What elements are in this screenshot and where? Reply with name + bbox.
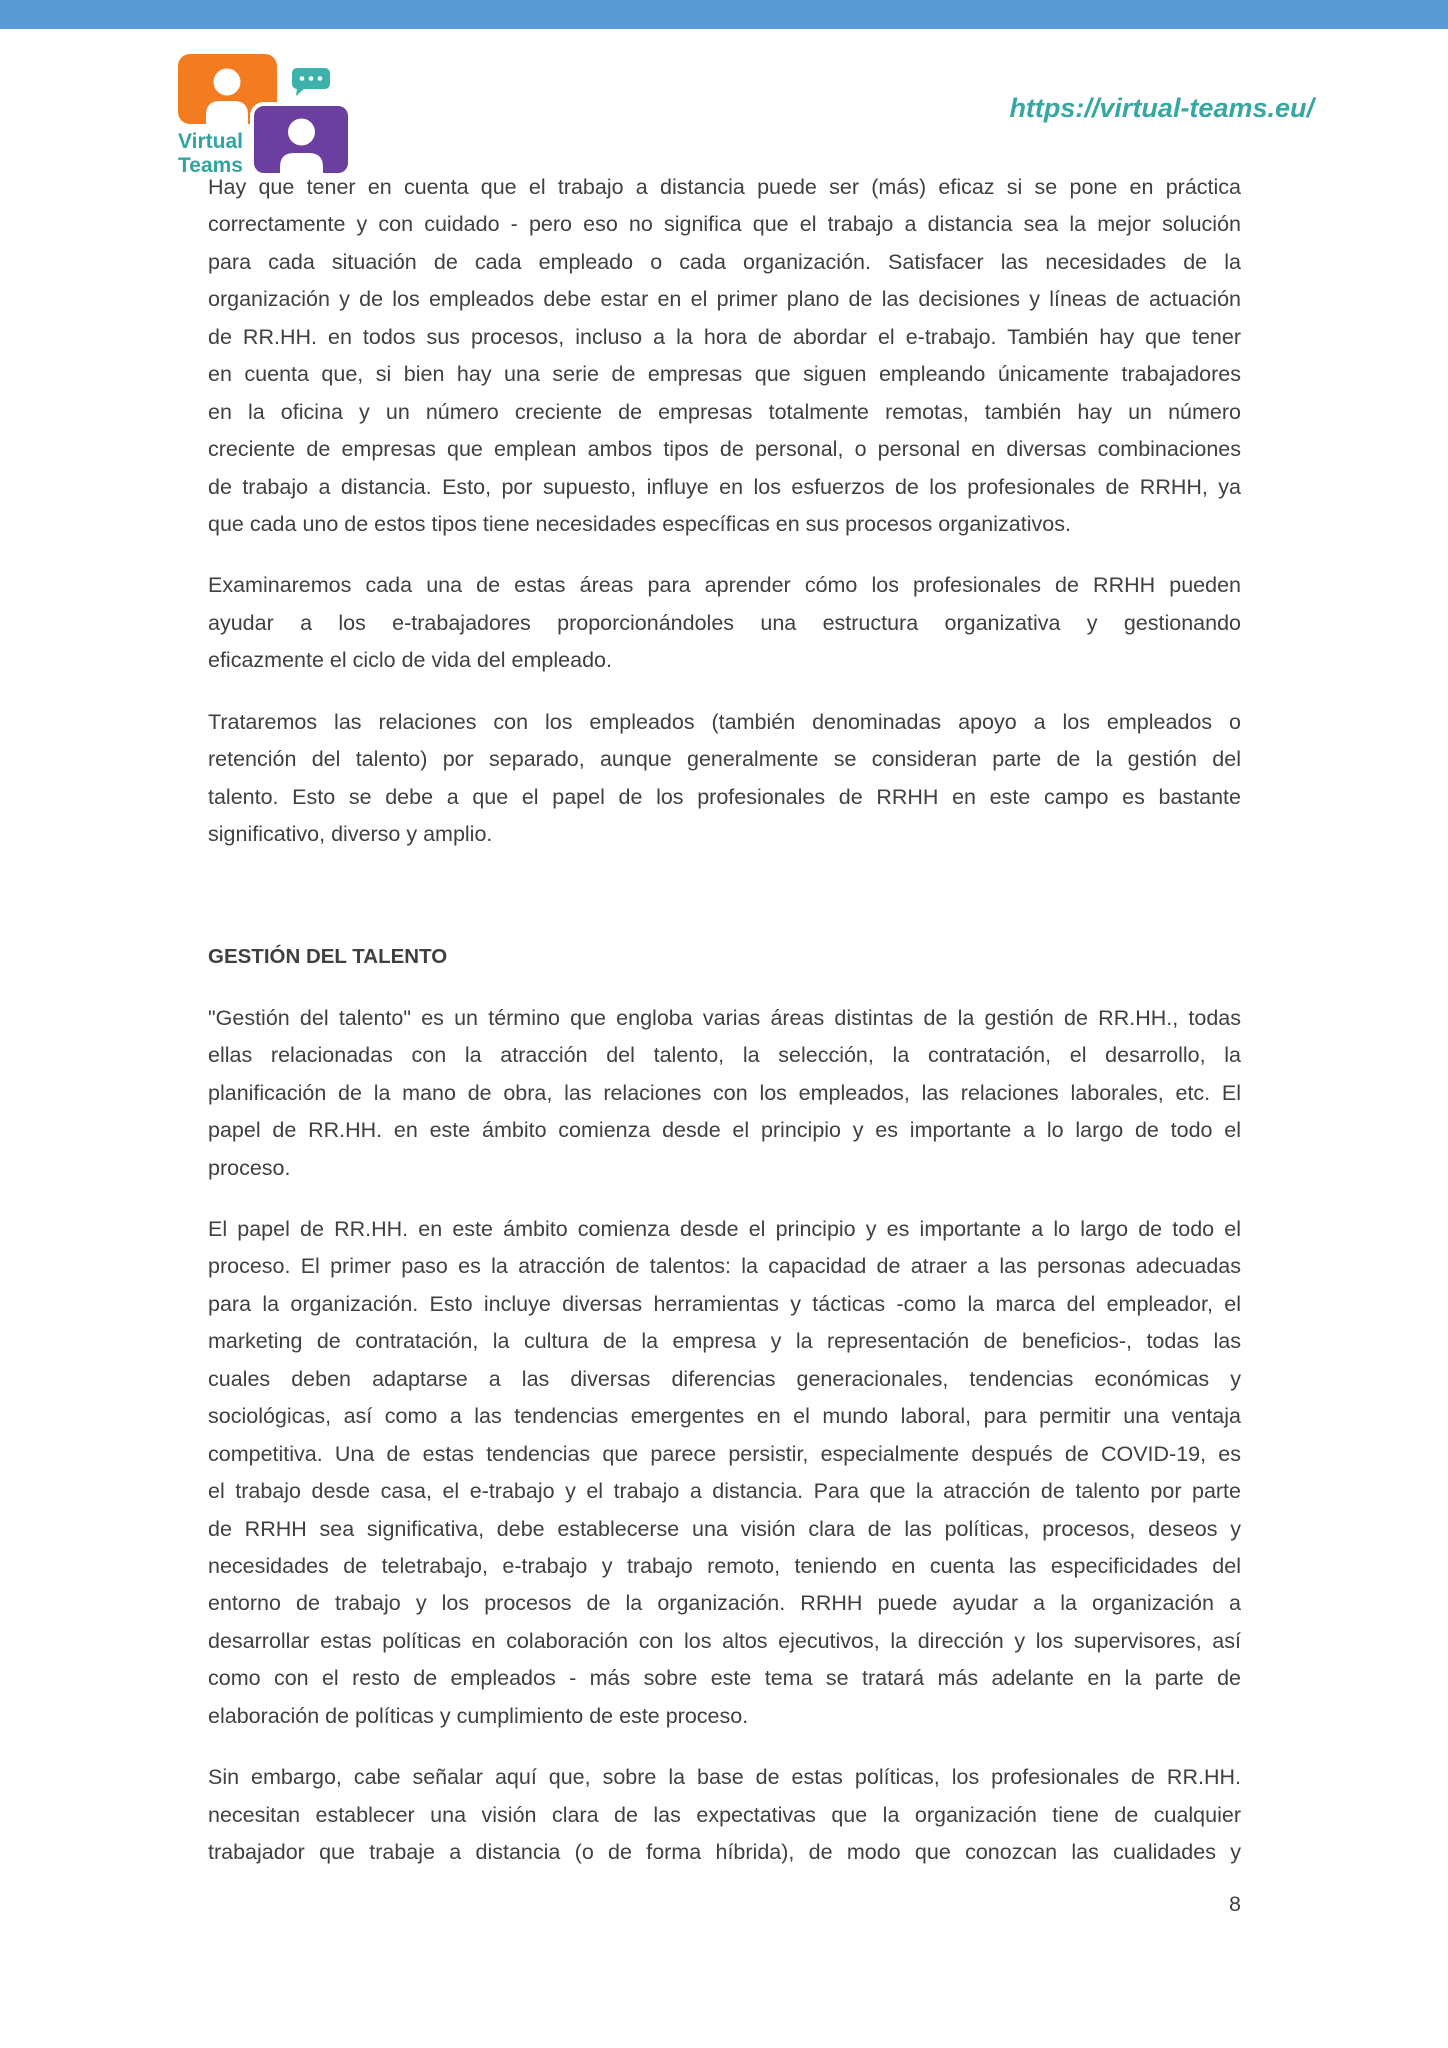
text-line: "Gestión del talento" es un término que engloba varias áreas distintas de la gestión de RR.HH., todas: [208, 1005, 1241, 1030]
person-icon: [252, 104, 350, 175]
page-number: 8: [1229, 1892, 1241, 1916]
text-line: desarrollar estas políticas en colaboración con los altos ejecutivos, la dirección y los supervisores, así: [208, 1628, 1241, 1653]
text-line: planificación de la mano de obra, las relaciones con los empleados, las relaciones laborales, etc. El: [208, 1080, 1241, 1105]
text-line: Sin embargo, cabe señalar aquí que, sobre la base de estas políticas, los profesionales de RR.HH.: [208, 1765, 1241, 1790]
section-heading: GESTIÓN DEL TALENTO: [208, 945, 448, 969]
text-line: organización y de los empleados debe estar en el primer plano de las decisiones y líneas de actuación: [208, 287, 1241, 312]
text-line: como con el resto de empleados - más sobre este tema se tratará más adelante en la parte de: [208, 1666, 1241, 1691]
paragraph: [208, 704, 1241, 854]
text-line: El papel de RR.HH. en este ámbito comienza desde el principio y es importante a lo largo de todo el: [208, 1217, 1241, 1242]
text-line: en cuenta que, si bien hay una serie de empresas que siguen empleando únicamente trabajadores: [208, 362, 1241, 387]
text-line: competitiva. Una de estas tendencias que parece persistir, especialmente después de COVID-19, es: [208, 1441, 1241, 1466]
chat-bubble-icon: [292, 68, 330, 96]
text-line: retención del talento) por separado, aunque generalmente se consideran parte de la gestión del: [208, 747, 1241, 772]
text-line: de trabajo a distancia. Esto, por supuesto, influye en los esfuerzos de los profesionales de RRHH, ya: [208, 474, 1241, 499]
paragraph: [208, 567, 1241, 679]
text-line: trabajador que trabaje a distancia (o de forma híbrida), de modo que conozcan las cualidades y: [208, 1840, 1241, 1865]
text-line: proceso.: [208, 1155, 291, 1180]
text-line: ayudar a los e-trabajadores proporcionándoles una estructura organizativa y gestionando: [208, 610, 1241, 635]
logo-name-line1: Virtual: [178, 130, 243, 153]
paragraph: [208, 1000, 1241, 1187]
text-line: en la oficina y un número creciente de empresas totalmente remotas, también hay un número: [208, 399, 1241, 424]
text-line: que cada uno de estos tipos tiene necesidades específicas en sus procesos organizativos.: [208, 511, 1071, 536]
text-line: papel de RR.HH. en este ámbito comienza desde el principio y es importante a lo largo de todo el: [208, 1118, 1241, 1143]
text-line: necesidades de teletrabajo, e-trabajo y trabajo remoto, teniendo en cuenta las especificidades del: [208, 1553, 1241, 1578]
text-line: correctamente y con cuidado - pero eso no significa que el trabajo a distancia sea la mejor solución: [208, 212, 1241, 237]
text-line: para cada situación de cada empleado o cada organización. Satisfacer las necesidades de la: [208, 249, 1241, 274]
text-line: proceso. El primer paso es la atracción de talentos: la capacidad de atraer a las personas adecuadas: [208, 1254, 1241, 1279]
text-line: el trabajo desde casa, el e-trabajo y el trabajo a distancia. Para que la atracción de talento por parte: [208, 1479, 1241, 1504]
text-line: Hay que tener en cuenta que el trabajo a distancia puede ser (más) eficaz si se pone en práctica: [208, 175, 1241, 199]
website-url-link[interactable]: https://virtual-teams.eu/: [1009, 93, 1314, 123]
text-line: para la organización. Esto incluye diversas herramientas y tácticas -como la marca del empleador, el: [208, 1291, 1241, 1316]
text-line: cuales deben adaptarse a las diversas diferencias generacionales, tendencias económicas y: [208, 1366, 1241, 1391]
text-line: Trataremos las relaciones con los empleados (también denominadas apoyo a los empleados o: [208, 709, 1241, 734]
text-line: de RR.HH. en todos sus procesos, incluso a la hora de abordar el e-trabajo. También hay que tener: [208, 324, 1241, 349]
text-line: de RRHH sea significativa, debe establecerse una visión clara de las políticas, procesos, deseos y: [208, 1516, 1241, 1541]
text-line: Examinaremos cada una de estas áreas para aprender cómo los profesionales de RRHH pueden: [208, 573, 1241, 598]
logo-name-line2: Teams: [178, 154, 243, 177]
paragraph: [208, 169, 1241, 543]
text-line: entorno de trabajo y los procesos de la organización. RRHH puede ayudar a la organización a: [208, 1591, 1241, 1616]
text-line: creciente de empresas que emplean ambos tipos de personal, o personal en diversas combinaciones: [208, 437, 1241, 462]
text-line: marketing de contratación, la cultura de la empresa y la representación de beneficios-, todas las: [208, 1329, 1241, 1354]
text-line: ellas relacionadas con la atracción del talento, la selección, la contratación, el desarrollo, la: [208, 1043, 1241, 1068]
text-line: sociológicas, así como a las tendencias emergentes en el mundo laboral, para permitir una ventaja: [208, 1404, 1241, 1429]
text-line: eficazmente el ciclo de vida del empleado.: [208, 648, 612, 673]
text-line: elaboración de políticas y cumplimiento de este proceso.: [208, 1703, 749, 1728]
document-body: [208, 169, 1241, 1895]
text-line: significativo, diverso y amplio.: [208, 822, 493, 846]
paragraph: [208, 1211, 1241, 1735]
text-line: talento. Esto se debe a que el papel de los profesionales de RRHH en este campo es bastante: [208, 784, 1241, 809]
paragraph: [208, 1759, 1241, 1871]
text-line: necesitan establecer una visión clara de las expectativas que la organización tiene de cualquier: [208, 1802, 1241, 1827]
